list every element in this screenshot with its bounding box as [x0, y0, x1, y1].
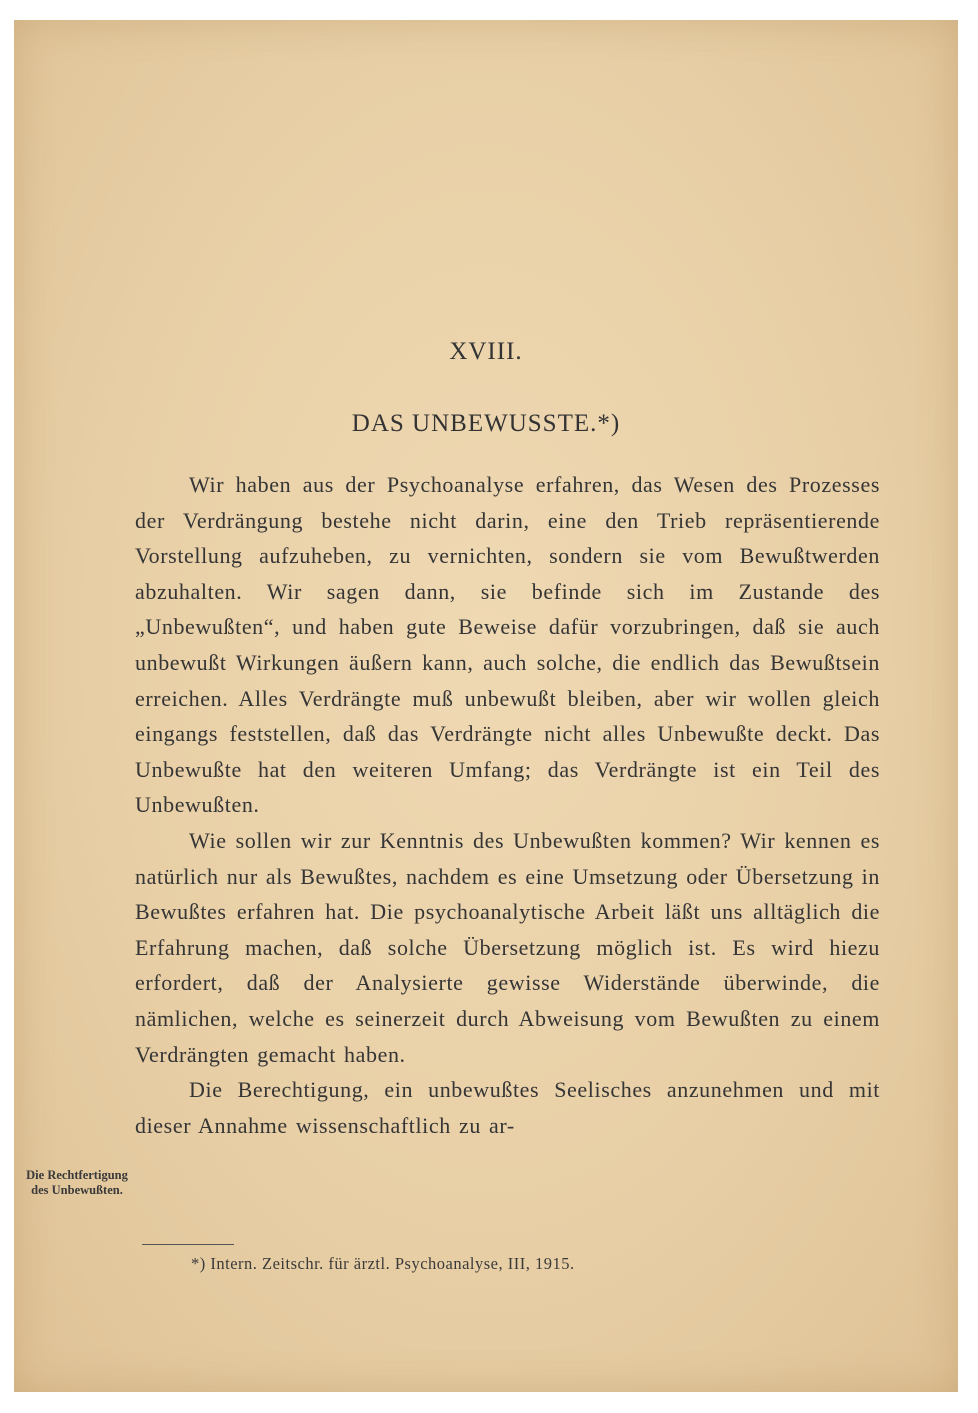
paragraph-2: Wie sollen wir zur Kenntnis des Unbewußten kommen? Wir kennen es natürlich nur als Bewußtes, nachdem es eine Umsetzung oder Übersetzung in Bewußtes erfahren hat. Die psychoanalytische Arbeit läßt uns alltäglich die Erfahrung machen, daß solche Übersetzung möglich ist. Es wird hiezu erfordert, daß der Analysierte gewisse Widerstände überwinde, die nämlichen, welche es seinerzeit durch Abweisung vom Bewußten zu einem Verdrängten gemacht haben. — [135, 827, 880, 1067]
chapter-title: DAS UNBEWUSSTE.*) — [351, 410, 621, 437]
footnote-divider — [142, 1244, 234, 1245]
body-text — [135, 467, 880, 1143]
book-page — [14, 20, 958, 1392]
paragraph-1: Wir haben aus der Psychoanalyse erfahren, das Wesen des Prozesses der Verdrängung bestehe nicht darin, eine den Trieb repräsentierende Vorstellung aufzuheben, zu vernichten, sondern sie vom Bewußtwerden abzuhalten. Wir sagen dann, sie befinde sich im Zustande des „Unbewußten“, und haben gute Beweise dafür vorzubringen, daß sie auch unbewußt Wirkungen äußern kann, auch solche, die endlich das Bewußtsein erreichen. Alles Verdrängte muß unbewußt bleiben, aber wir wollen gleich eingangs feststellen, daß das Verdrängte nicht alles Unbewußte deckt. Das Unbewußte hat den weiteren Umfang; das Verdrängte ist ein Teil des Unbewußten. — [135, 472, 880, 818]
chapter-number: XVIII. — [449, 338, 523, 365]
paragraph-3: Die Berechtigung, ein unbewußtes Seelisches anzunehmen und mit dieser Annahme wissenschaftlich zu ar- — [135, 1077, 880, 1138]
margin-note: Die Rechtfertigung des Unbewußten. — [26, 1168, 128, 1197]
footnote: *) Intern. Zeitschr. für ärztl. Psychoanalyse, III, 1915. — [191, 1254, 575, 1273]
